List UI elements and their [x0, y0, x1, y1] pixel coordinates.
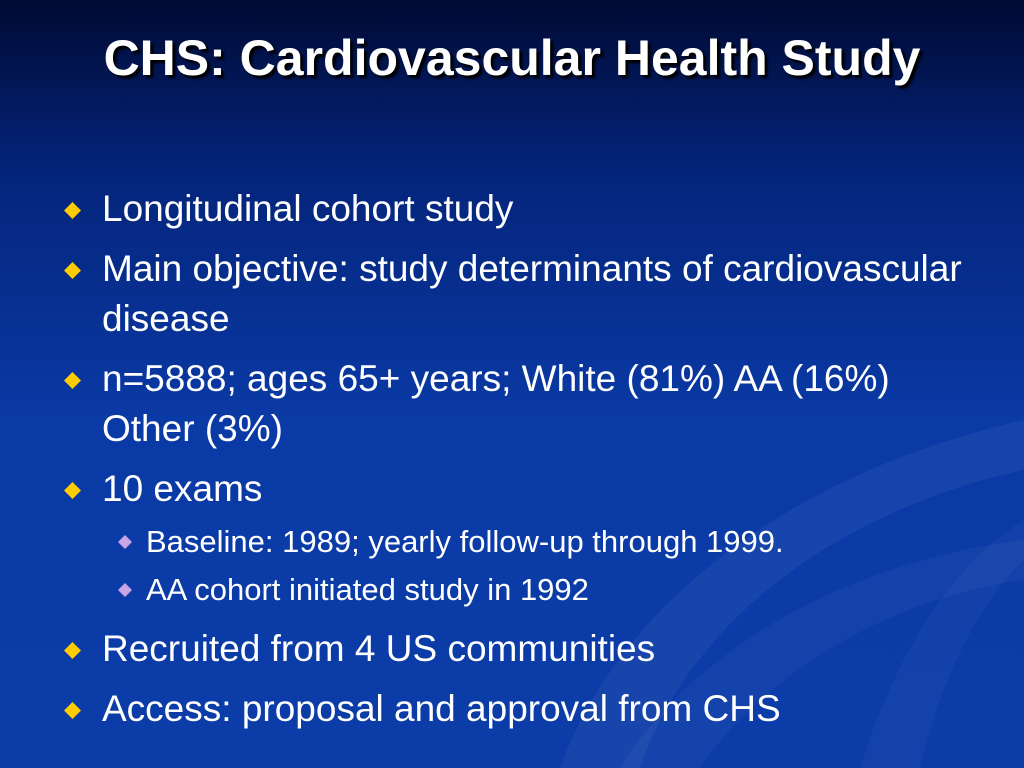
slide-title: CHS: Cardiovascular Health Study: [103, 30, 921, 86]
bullet-item: [62, 464, 982, 614]
bullet-item: [62, 354, 982, 454]
sub-diamond-bullet-icon: [118, 535, 132, 549]
diamond-bullet-icon: [64, 372, 81, 389]
bullet-item: [62, 624, 982, 674]
bullet-text: Longitudinal cohort study: [102, 188, 514, 229]
diamond-bullet-icon: [64, 642, 81, 659]
sub-bullet-text: AA cohort initiated study in 1992: [146, 572, 589, 607]
sub-bullet-item: [114, 518, 982, 566]
sub-bullet-list: [114, 518, 982, 614]
bullet-text: Main objective: study determinants of cardiovascular disease: [102, 248, 962, 339]
sub-diamond-bullet-icon: [118, 583, 132, 597]
diamond-bullet-icon: [64, 202, 81, 219]
bullet-item: [62, 184, 982, 234]
sub-bullet-item: [114, 566, 982, 614]
bullet-item: [62, 244, 982, 344]
bullet-list: [62, 184, 982, 744]
sub-bullet-text: Baseline: 1989; yearly follow-up through 1999.: [146, 524, 784, 559]
bullet-text: 10 exams: [102, 468, 263, 509]
diamond-bullet-icon: [64, 702, 81, 719]
diamond-bullet-icon: [64, 262, 81, 279]
bullet-text: Recruited from 4 US communities: [102, 628, 656, 669]
bullet-text: n=5888; ages 65+ years; White (81%) AA (16%) Other (3%): [102, 358, 890, 449]
bullet-item: [62, 684, 982, 734]
diamond-bullet-icon: [64, 482, 81, 499]
bullet-text: Access: proposal and approval from CHS: [102, 688, 781, 729]
